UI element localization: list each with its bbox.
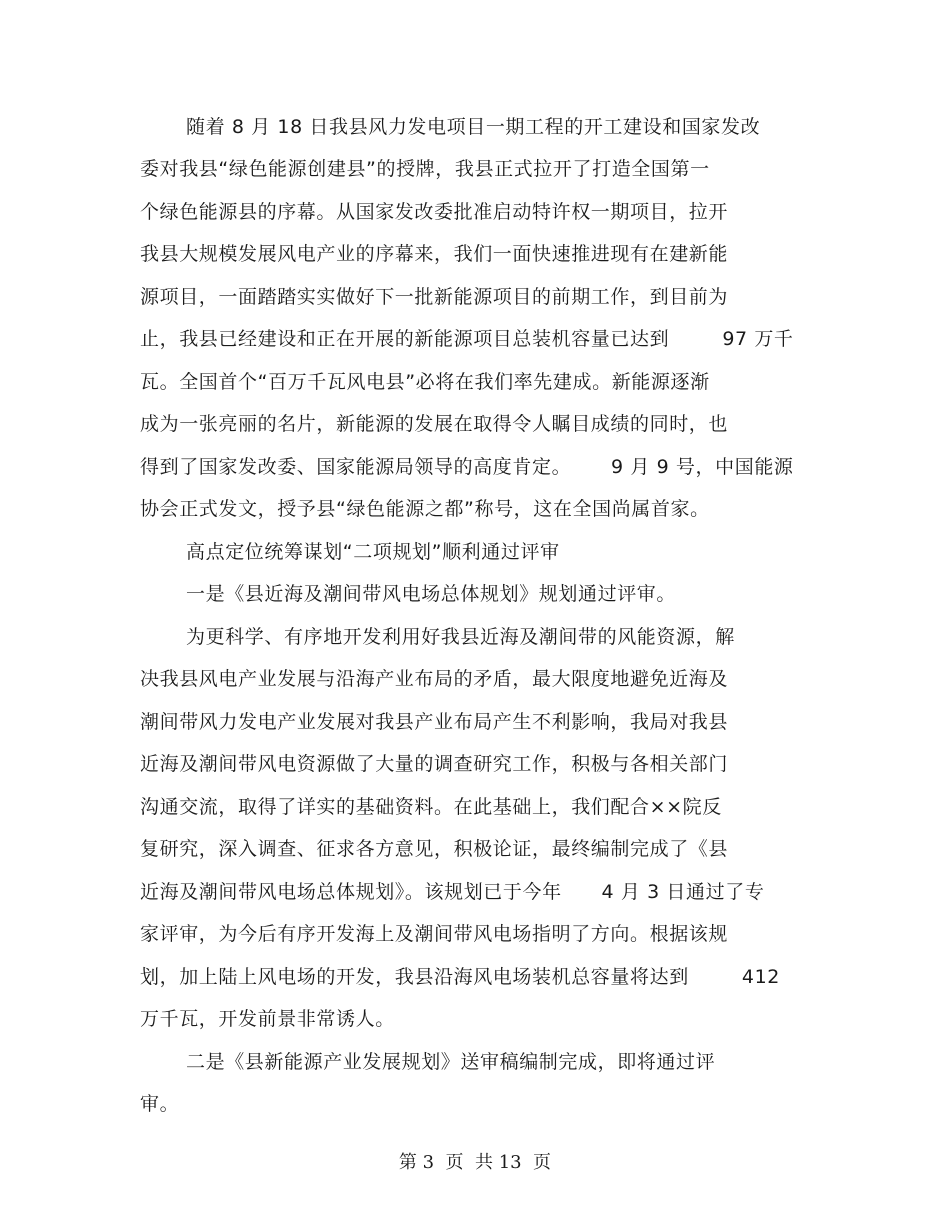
text-line: 审。 [140, 1093, 180, 1115]
text-line: 得到了国家发改委、国家能源局领导的高度肯定。 9 月 9 号，中国能源 [140, 456, 794, 478]
text-line: 瓦。全国首个“百万千瓦风电县”必将在我们率先建成。新能源逐渐 [140, 371, 710, 393]
text-line: 随着 8 月 18 日我县风力发电项目一期工程的开工建设和国家发改 [186, 116, 761, 138]
text-line: 成为一张亮丽的名片，新能源的发展在取得令人瞩目成绩的同时，也 [140, 413, 729, 435]
text-line: 源项目，一面踏踏实实做好下一批新能源项目的前期工作，到目前为 [140, 286, 729, 308]
text-line: 近海及潮间带风电资源做了大量的调查研究工作，积极与各相关部门 [140, 753, 729, 775]
subsection-heading: 一是《县近海及潮间带风电场总体规划》规划通过评审。 [186, 583, 677, 605]
text-line: 决我县风电产业发展与沿海产业布局的矛盾，最大限度地避免近海及 [140, 668, 729, 690]
section-heading: 高点定位统筹谋划“二项规划”顺利通过评审 [186, 541, 560, 563]
text-line: 止，我县已经建设和正在开展的新能源项目总装机容量已达到 97 万千 [140, 328, 794, 350]
subsection-heading: 二是《县新能源产业发展规划》送审稿编制完成，即将通过评 [186, 1051, 716, 1073]
text-line: 我县大规模发展风电产业的序幕来，我们一面快速推进现有在建新能 [140, 243, 729, 265]
text-line: 复研究，深入调查、征求各方意见，积极论证，最终编制完成了《县 [140, 838, 729, 860]
text-line: 划，加上陆上风电场的开发，我县沿海风电场装机总容量将达到 412 [140, 966, 780, 988]
text-line: 个绿色能源县的序幕。从国家发改委批准启动特许权一期项目，拉开 [140, 201, 729, 223]
page-number-footer: 第 3 页 共 13 页 [398, 1152, 552, 1173]
text-line: 委对我县“绿色能源创建县”的授牌，我县正式拉开了打造全国第一 [140, 158, 710, 180]
text-line: 潮间带风力发电产业发展对我县产业布局产生不利影响，我局对我县 [140, 711, 729, 733]
text-line: 万千瓦，开发前景非常诱人。 [140, 1008, 395, 1030]
text-line: 近海及潮间带风电场总体规划》。该规划已于今年 4 月 3 日通过了专 [140, 881, 765, 903]
text-line: 为更科学、有序地开发利用好我县近海及潮间带的风能资源，解 [186, 626, 735, 648]
text-line: 沟通交流，取得了详实的基础资料。在此基础上，我们配合××院反 [140, 796, 722, 818]
text-line: 家评审，为今后有序开发海上及潮间带风电场指明了方向。根据该规 [140, 923, 729, 945]
text-line: 协会正式发文，授予县“绿色能源之都”称号，这在全国尚属首家。 [140, 498, 710, 520]
